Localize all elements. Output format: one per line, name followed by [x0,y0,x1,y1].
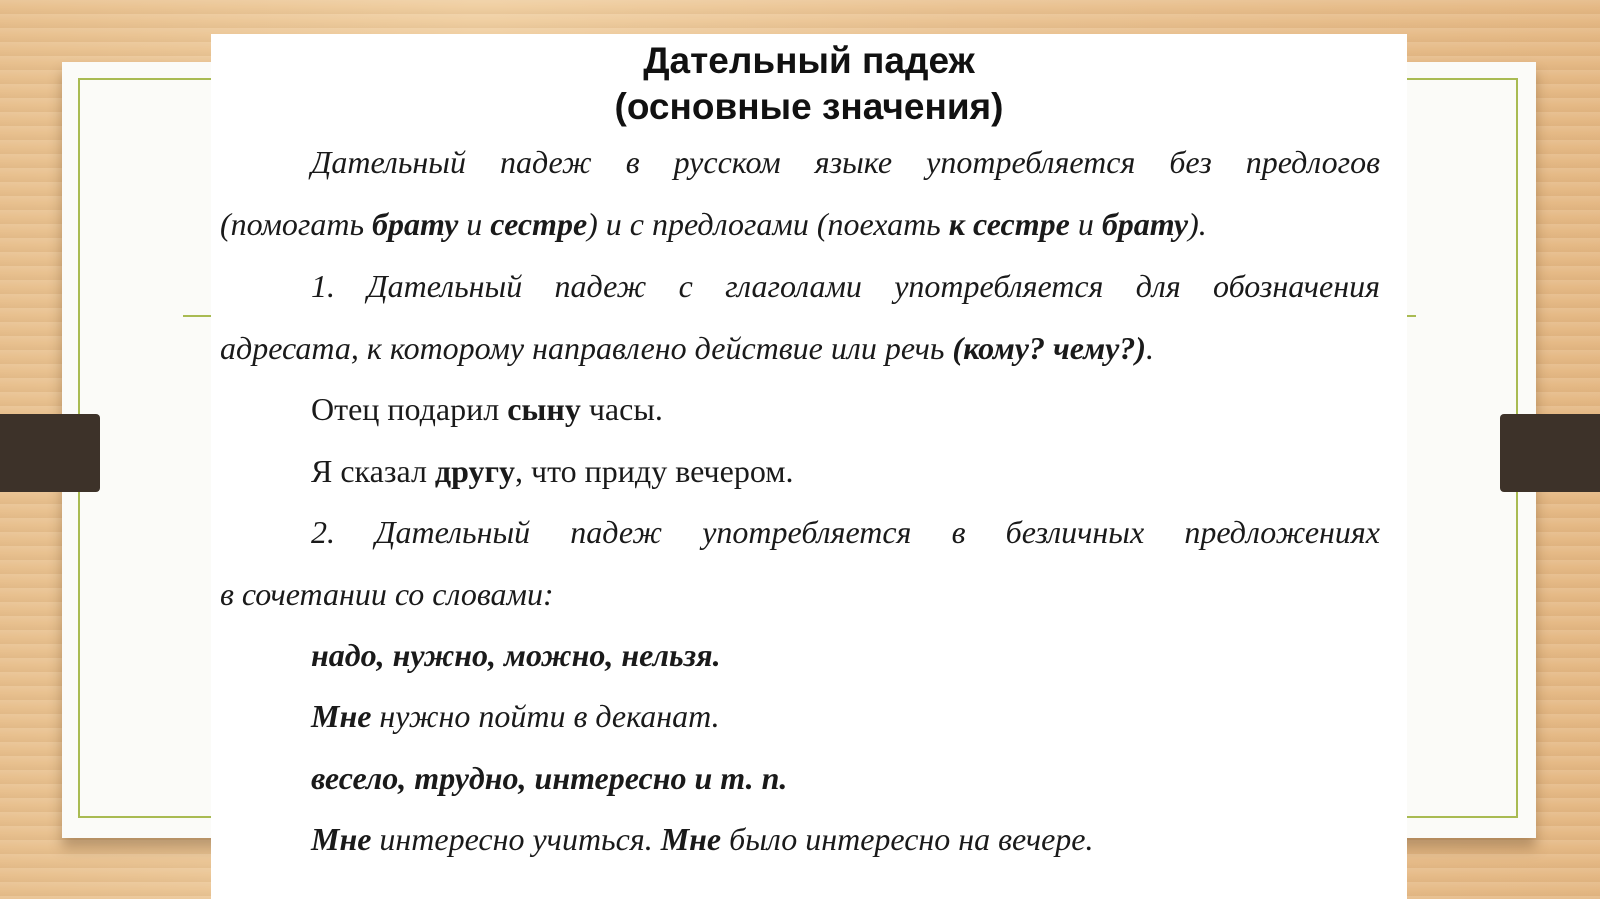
point2-line-2: в сочетании со словами: [220,576,554,612]
slide-tab-right [1500,414,1600,492]
example-1: Отец подарил сыну часы. [311,391,663,427]
example-3: Мне нужно пойти в деканат. [311,698,720,734]
example-4: Мне интересно учиться. Мне было интересно на вечере. [311,821,1094,857]
example-2: Я сказал другу, что приду вечером. [311,453,794,489]
point2-line-1: 2. Дательный падеж употребляется в безличных предложениях [311,514,1380,550]
document-page [211,34,1407,899]
slide-tab-left [0,414,100,492]
words-list-2: весело, трудно, интересно и т. п. [311,760,788,796]
intro-line-2: (помогать брату и сестре) и с предлогами (поехать к сестре и брату). [220,206,1207,242]
page-title: Дательный падеж [643,40,975,81]
point1-line-2: адресата, к которому направлено действие или речь (кому? чему?). [220,330,1154,366]
words-list-1: надо, нужно, можно, нельзя. [311,637,721,673]
page-subtitle: (основные значения) [614,86,1004,127]
intro-line-1: Дательный падеж в русском языке употребляется без предлогов [311,144,1380,180]
point1-line-1: 1. Дательный падеж с глаголами употребляется для обозначения [311,268,1380,304]
